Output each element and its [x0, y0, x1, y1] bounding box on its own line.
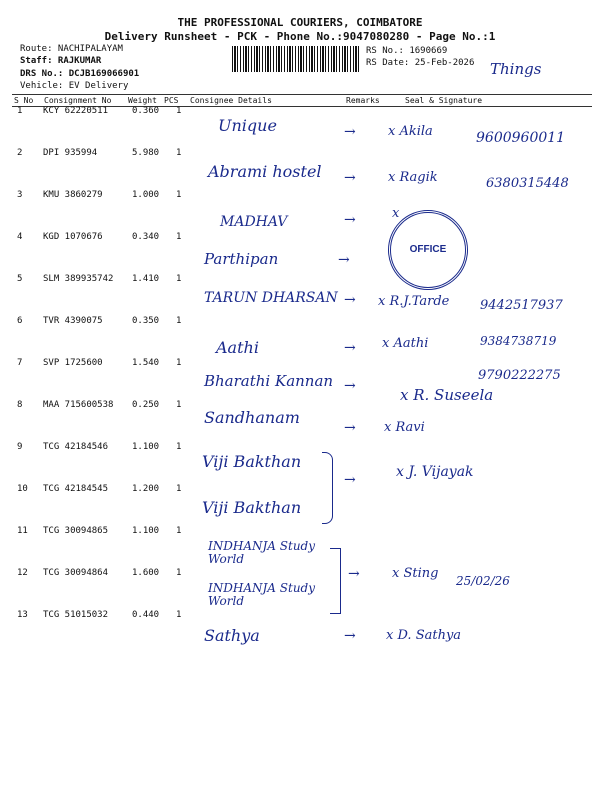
row-sno: 10	[17, 484, 28, 494]
handwritten-name: MADHAV	[220, 214, 288, 230]
row-consignment-no: TCG 42184545	[43, 484, 109, 494]
row-sno: 11	[17, 526, 28, 536]
row-weight: 5.980	[132, 148, 160, 158]
handwritten-name: Bharathi Kannan	[204, 372, 334, 390]
handwritten-name: Abrami hostel	[208, 162, 322, 181]
arrow-icon: →	[338, 252, 350, 268]
arrow-icon: →	[344, 170, 356, 186]
row-pcs: 1	[176, 484, 182, 494]
row-consignment-no: MAA 715600538	[43, 400, 114, 410]
col-remarks: Remarks	[346, 96, 380, 105]
col-weight: Weight	[128, 96, 157, 105]
row-pcs: 1	[176, 526, 182, 536]
handwritten-name: Unique	[218, 116, 277, 135]
col-sno: S No	[14, 96, 34, 105]
handwritten-name: Viji Bakthan	[202, 498, 302, 517]
row-consignment-no: TVR 4390075	[43, 316, 103, 326]
row-consignment-no: KMU 3860279	[43, 190, 103, 200]
row-pcs: 1	[176, 610, 182, 620]
rs-date: RS Date: 25-Feb-2026	[366, 58, 475, 68]
row-consignment-no: SLM 389935742	[43, 274, 114, 284]
arrow-icon: →	[348, 566, 360, 582]
row-sno: 5	[17, 274, 23, 284]
signature: x Aathi	[382, 336, 429, 351]
row-weight: 1.100	[132, 526, 160, 536]
row-sno: 4	[17, 232, 23, 242]
row-weight: 1.600	[132, 568, 160, 578]
row-weight: 0.250	[132, 400, 160, 410]
row-sno: 3	[17, 190, 23, 200]
corner-note: Things	[490, 60, 542, 78]
row-weight: 1.540	[132, 358, 160, 368]
col-pcs: PCS	[164, 96, 179, 105]
staff-label: Staff: RAJKUMAR	[20, 56, 102, 66]
signature: x Ragik	[388, 170, 438, 185]
row-weight: 1.200	[132, 484, 160, 494]
row-weight: 0.360	[132, 106, 160, 116]
handwritten-phone: 6380315448	[486, 176, 569, 191]
table-row	[0, 610, 600, 630]
arrow-icon: →	[344, 472, 356, 488]
route-label: Route: NACHIPALAYAM	[20, 44, 123, 54]
row-pcs: 1	[176, 442, 182, 452]
office-stamp: OFFICE	[388, 210, 468, 290]
col-consignment: Consignment No	[44, 96, 112, 105]
row-pcs: 1	[176, 190, 182, 200]
row-consignment-no: KGD 1070676	[43, 232, 103, 242]
signature: x J. Vijayak	[396, 464, 474, 480]
row-weight: 1.000	[132, 190, 160, 200]
row-weight: 0.350	[132, 316, 160, 326]
handwritten-name: Aathi	[216, 338, 259, 357]
row-weight: 0.340	[132, 232, 160, 242]
arrow-icon: →	[344, 340, 356, 356]
signature: x D. Sathya	[386, 628, 462, 643]
arrow-icon: →	[344, 420, 356, 436]
arrow-icon: →	[344, 628, 356, 644]
handwritten-name: Parthipan	[204, 250, 279, 268]
drs-number: DRS No.: DCJB169066901	[20, 69, 140, 79]
row-pcs: 1	[176, 316, 182, 326]
handwritten-phone: 9384738719	[480, 334, 557, 348]
row-sno: 1	[17, 106, 23, 116]
row-consignment-no: DPI 935994	[43, 148, 98, 158]
row-consignment-no: KCY 62220511	[43, 106, 109, 116]
handwritten-name: Sandhanam	[204, 408, 300, 427]
row-sno: 8	[17, 400, 23, 410]
row-sno: 12	[17, 568, 28, 578]
row-sno: 13	[17, 610, 28, 620]
handwritten-name: TARUN DHARSAN	[204, 290, 338, 306]
table-row	[0, 190, 600, 210]
col-consignee: Consignee Details	[190, 96, 272, 105]
row-consignment-no: TCG 51015032	[43, 610, 109, 620]
row-pcs: 1	[176, 400, 182, 410]
table-row	[0, 316, 600, 336]
header-divider-top	[12, 94, 592, 95]
signature: x R.J.Tarde	[378, 294, 450, 309]
group-brace	[322, 452, 333, 524]
row-pcs: 1	[176, 232, 182, 242]
row-pcs: 1	[176, 148, 182, 158]
handwritten-phone: 9442517937	[480, 298, 563, 313]
handwritten-name: Sathya	[204, 626, 260, 645]
row-weight: 1.410	[132, 274, 160, 284]
group-brace	[330, 548, 341, 614]
signature: x Sting	[392, 566, 439, 581]
arrow-icon: →	[344, 378, 356, 394]
table-row	[0, 106, 600, 126]
rs-number: RS No.: 1690669	[366, 46, 448, 56]
row-pcs: 1	[176, 568, 182, 578]
row-consignment-no: TCG 42184546	[43, 442, 109, 452]
vehicle-label: Vehicle: EV Delivery	[20, 81, 129, 91]
signature: x	[392, 206, 400, 221]
arrow-icon: →	[344, 212, 356, 228]
signature: x Akila	[388, 124, 433, 139]
table-row	[0, 232, 600, 252]
row-consignment-no: SVP 1725600	[43, 358, 103, 368]
row-consignment-no: TCG 30094865	[43, 526, 109, 536]
signature: x Ravi	[384, 420, 425, 435]
col-seal: Seal & Signature	[405, 96, 483, 105]
handwritten-date: 25/02/26	[456, 574, 510, 588]
signature: x R. Suseela	[400, 386, 494, 404]
handwritten-phone: 9600960011	[476, 130, 566, 146]
row-consignment-no: TCG 30094864	[43, 568, 109, 578]
arrow-icon: →	[344, 292, 356, 308]
row-pcs: 1	[176, 106, 182, 116]
handwritten-name: Viji Bakthan	[202, 452, 302, 471]
row-weight: 1.100	[132, 442, 160, 452]
arrow-icon: →	[344, 124, 356, 140]
row-sno: 6	[17, 316, 23, 326]
row-pcs: 1	[176, 274, 182, 284]
handwritten-phone: 9790222275	[478, 368, 561, 383]
row-sno: 7	[17, 358, 23, 368]
handwritten-name: INDHANJA Study World	[208, 581, 316, 608]
row-sno: 9	[17, 442, 23, 452]
barcode	[232, 46, 360, 72]
row-pcs: 1	[176, 358, 182, 368]
table-row	[0, 400, 600, 420]
handwritten-name: INDHANJA Study World	[208, 539, 316, 566]
row-sno: 2	[17, 148, 23, 158]
row-weight: 0.440	[132, 610, 160, 620]
document-title: THE PROFESSIONAL COURIERS, COIMBATORE	[177, 16, 423, 29]
document-subtitle: Delivery Runsheet - PCK - Phone No.:9047080280 - Page No.:1	[104, 30, 496, 43]
